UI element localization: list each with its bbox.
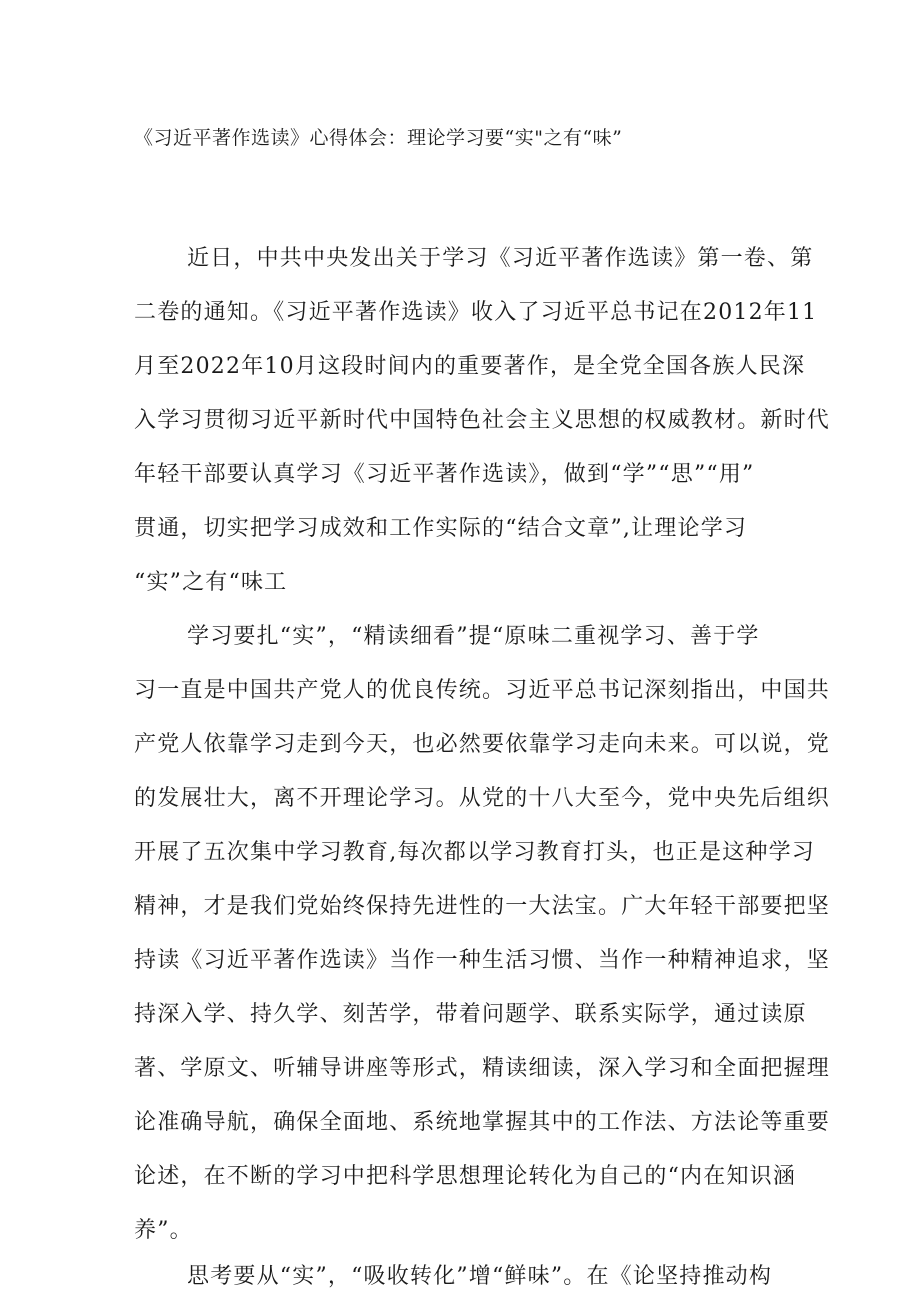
paragraph-line: 思考要从“实”，“吸收转化”增“鲜味”。在《论坚持推动构 (187, 1264, 773, 1289)
paragraph-line: 论述，在不断的学习中把科学思想理论转化为自己的“内在知识涵 (134, 1164, 797, 1189)
document-title: 《习近平著作选读》心得体会：理论学习要“实"之有“味” (134, 127, 623, 149)
paragraph-line: 近日，中共中央发出关于学习《习近平著作选读》第一卷、第 (187, 246, 814, 271)
paragraph-line: 贯通，切实把学习成效和工作实际的“结合文章”,让理论学习 (134, 516, 748, 541)
paragraph-line: 月至2022年10月这段时间内的重要著作，是全党全国各族人民深 (134, 354, 806, 379)
paragraph-line: 年轻干部要认真学习《习近平著作选读》，做到“学”“思”“用” (134, 462, 755, 487)
paragraph-line: 开展了五次集中学习教育,每次都以学习教育打头，也正是这种学习 (134, 840, 815, 865)
paragraph-line: 持读《习近平著作选读》当作一种生活习惯、当作一种精神追求，坚 (134, 948, 831, 973)
paragraph-line: 产党人依靠学习走到今天，也必然要依靠学习走向未来。可以说，党 (134, 732, 831, 757)
paragraph-line: 养”。 (134, 1218, 193, 1243)
paragraph-line: 学习要扎“实”，“精读细看”提“原味二重视学习、善于学 (187, 624, 760, 649)
paragraph-line: 习一直是中国共产党人的优良传统。习近平总书记深刻指出，中国共 (134, 678, 831, 703)
paragraph-line: 论准确导航，确保全面地、系统地掌握其中的工作法、方法论等重要 (134, 1110, 831, 1135)
paragraph-line: “实”之有“味工 (134, 570, 288, 595)
paragraph-line: 二卷的通知。《习近平著作选读》收入了习近平总书记在2012年11 (134, 300, 818, 325)
paragraph-line: 精神，才是我们党始终保持先进性的一大法宝。广大年轻干部要把坚 (134, 894, 831, 919)
paragraph-line: 持深入学、持久学、刻苦学，带着问题学、联系实际学，通过读原 (134, 1002, 807, 1027)
paragraph-line: 著、学原文、听辅导讲座等形式，精读细读，深入学习和全面把握理 (134, 1056, 831, 1081)
paragraph-line: 入学习贯彻习近平新时代中国特色社会主义思想的权威教材。新时代 (134, 408, 831, 433)
paragraph-line: 的发展壮大，离不开理论学习。从党的十八大至今，党中央先后组织 (134, 786, 831, 811)
